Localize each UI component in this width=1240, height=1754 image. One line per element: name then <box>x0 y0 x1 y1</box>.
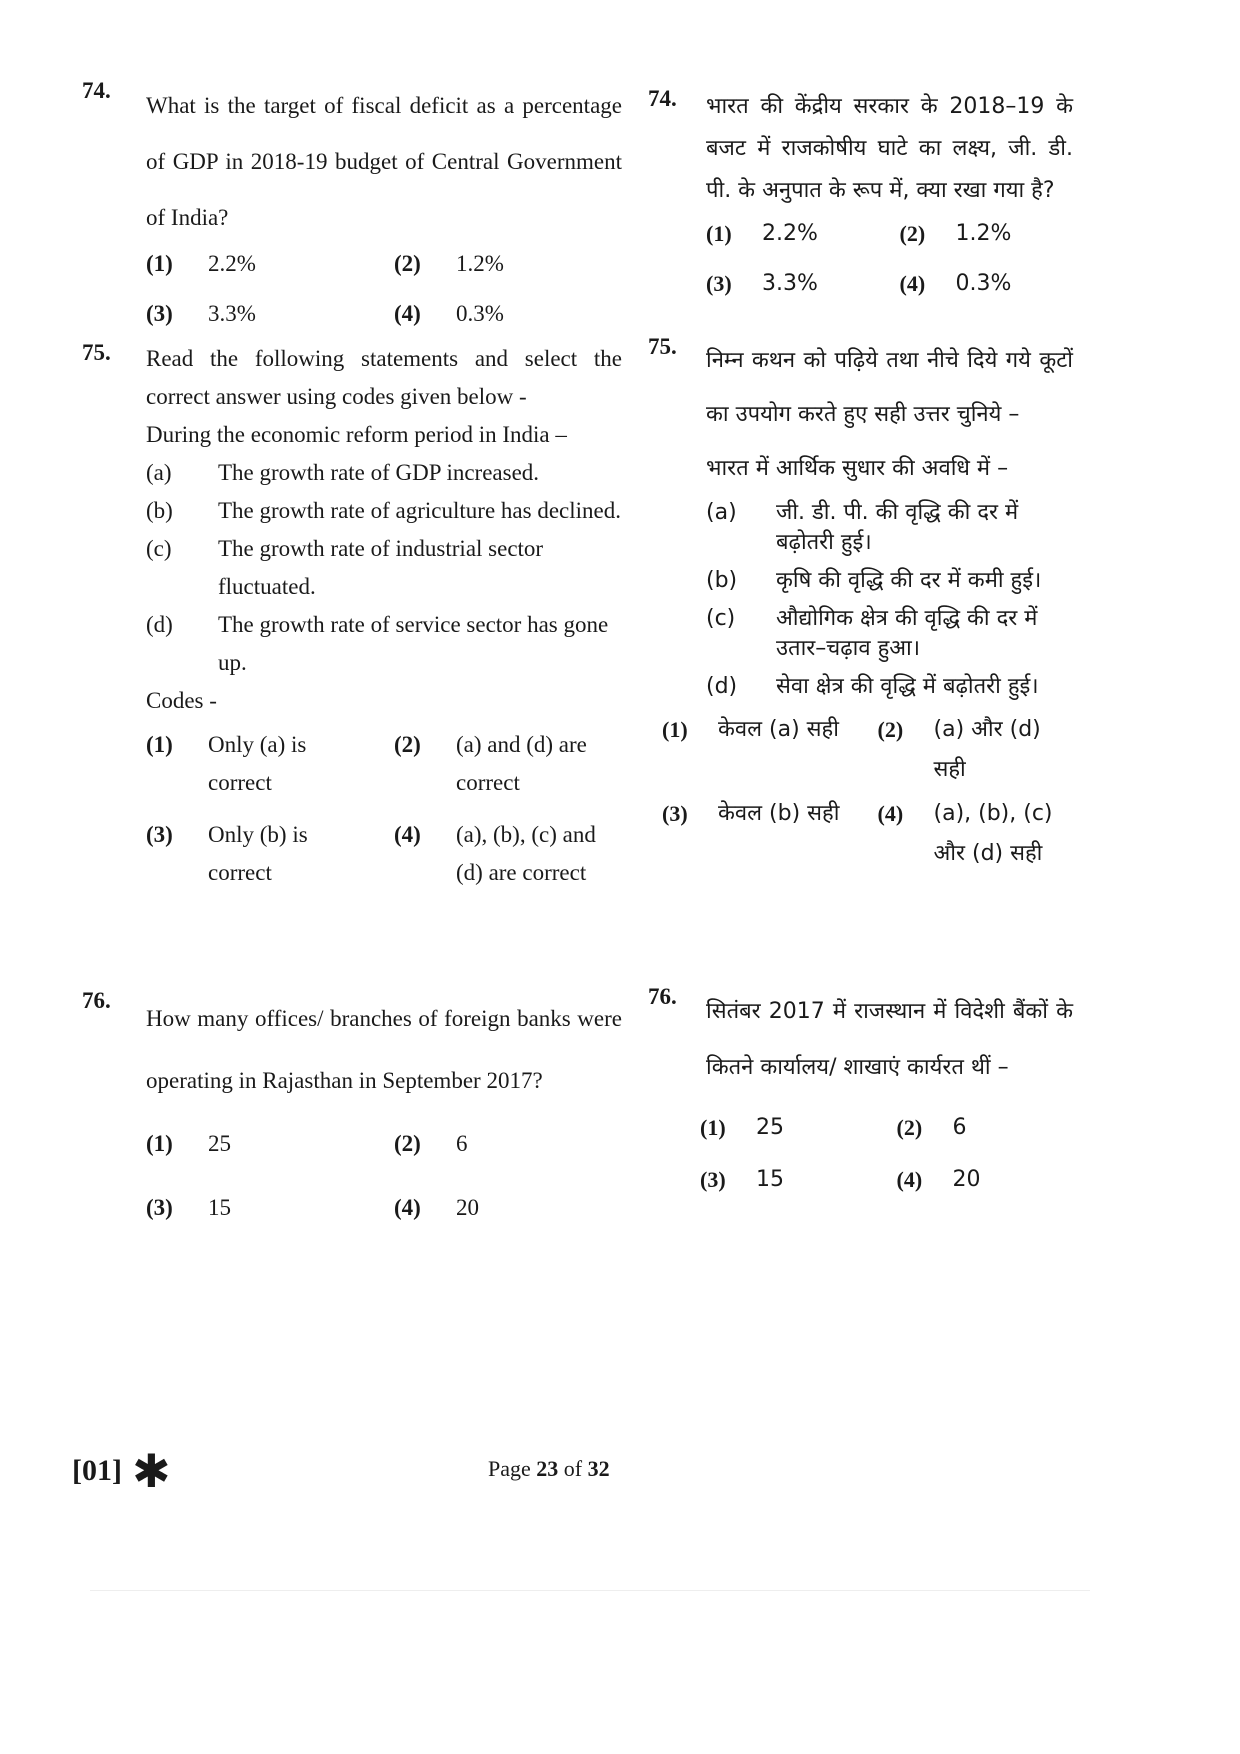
option-4[interactable] <box>394 300 622 328</box>
statement-a <box>146 454 622 492</box>
option-3[interactable] <box>146 300 374 328</box>
option-number: (4) <box>877 801 904 826</box>
question-75-hi <box>648 334 1073 998</box>
option-1[interactable] <box>146 726 374 802</box>
english-column <box>82 78 622 1222</box>
option-number: (3) <box>146 822 173 847</box>
paper-code-text: [01] <box>72 1454 122 1487</box>
option-text: 3.3% <box>762 271 818 296</box>
option-text: 25 <box>756 1115 784 1140</box>
hindi-column <box>648 86 1073 1194</box>
statement-text: सेवा क्षेत्र की वृद्धि में बढ़ोतरी हुई। <box>776 674 1039 699</box>
statement-label: (c) <box>146 536 172 561</box>
question-text: What is the target of fiscal deficit as a percentage of GDP in 2018-19 budget of Central Government of India? <box>146 93 622 230</box>
option-text: केवल (b) सही <box>718 801 840 826</box>
option-3[interactable] <box>146 1194 374 1222</box>
statement-c <box>146 530 622 606</box>
statement-text: जी. डी. पी. की वृद्धि की दर में बढ़ोतरी हुई। <box>776 500 1019 555</box>
statement-text: The growth rate of service sector has gone up. <box>218 612 609 675</box>
statement-text: The growth rate of industrial sector fluctuated. <box>218 536 544 599</box>
option-number: (1) <box>146 251 173 276</box>
option-number: (1) <box>146 1131 173 1156</box>
option-number: (3) <box>662 801 688 826</box>
option-text: (a) और (d) सही <box>933 717 1041 782</box>
question-74-hi <box>648 86 1073 348</box>
statement-c <box>706 604 1073 664</box>
option-text: (a), (b), (c) और (d) सही <box>933 801 1053 866</box>
option-number: (4) <box>899 271 926 296</box>
option-text: 25 <box>208 1131 231 1156</box>
option-4[interactable] <box>394 816 622 892</box>
option-number: (1) <box>662 717 688 742</box>
option-text: 2.2% <box>208 251 256 276</box>
question-number: 75. <box>648 334 677 359</box>
option-1[interactable] <box>700 1114 877 1142</box>
option-number: (4) <box>394 822 421 847</box>
scan-edge-line <box>90 1590 1090 1591</box>
question-intro: Read the following statements and select the correct answer using codes given below - <box>146 346 622 409</box>
statement-list <box>146 454 622 682</box>
question-intro: निम्न कथन को पढ़िये तथा नीचे दिये गये कूटों का उपयोग करते हुए सही उत्तर चुनिये – <box>706 348 1073 427</box>
option-number: (4) <box>394 301 421 326</box>
option-text: 2.2% <box>762 221 818 246</box>
codes-label: Codes - <box>146 688 217 713</box>
page-total: 32 <box>587 1456 610 1481</box>
option-text: 1.2% <box>955 221 1012 246</box>
statement-text: The growth rate of GDP increased. <box>218 460 540 485</box>
option-4[interactable] <box>878 794 1074 874</box>
option-2[interactable] <box>394 250 622 278</box>
question-75-en <box>82 340 622 1004</box>
option-2[interactable] <box>897 1114 1074 1142</box>
question-text: How many offices/ branches of foreign banks were operating in Rajasthan in September 2017? <box>146 1006 622 1093</box>
option-2[interactable] <box>878 710 1074 790</box>
statement-text: The growth rate of agriculture has declined. <box>218 498 621 523</box>
option-number: (1) <box>706 221 732 246</box>
statement-label: (b) <box>706 568 738 593</box>
page-current: 23 <box>536 1456 559 1481</box>
options <box>146 726 622 892</box>
option-1[interactable] <box>146 1130 374 1158</box>
option-text: 15 <box>756 1167 784 1192</box>
option-text: 3.3% <box>208 301 256 326</box>
option-3[interactable] <box>700 1166 877 1194</box>
statement-label: (c) <box>706 606 736 631</box>
option-text: (a), (b), (c) and (d) are correct <box>456 822 596 885</box>
asterisk-icon: ✱ <box>131 1444 171 1498</box>
question-76-hi <box>648 984 1073 1194</box>
question-context: During the economic reform period in India – <box>146 422 567 447</box>
option-number: (2) <box>394 251 421 276</box>
page-number <box>488 1456 610 1482</box>
statement-d <box>706 672 1073 702</box>
question-74-en <box>82 78 622 340</box>
question-number: 74. <box>648 86 677 111</box>
option-text: (a) and (d) are correct <box>456 732 587 795</box>
option-text: Only (b) is correct <box>208 822 308 885</box>
options <box>146 1130 622 1222</box>
option-number: (2) <box>877 717 904 742</box>
options <box>706 220 1073 298</box>
option-text: केवल (a) सही <box>718 717 839 742</box>
option-number: (1) <box>700 1115 726 1140</box>
option-3[interactable] <box>146 816 374 892</box>
option-4[interactable] <box>897 1166 1074 1194</box>
option-1[interactable] <box>706 220 880 248</box>
option-text: 1.2% <box>456 251 504 276</box>
option-number: (3) <box>146 1195 173 1220</box>
statement-text: कृषि की वृद्धि की दर में कमी हुई। <box>776 568 1042 593</box>
statement-b <box>146 492 622 530</box>
question-76-en <box>82 988 622 1222</box>
options <box>662 710 1073 874</box>
option-1[interactable] <box>662 710 858 790</box>
option-number: (3) <box>146 301 173 326</box>
option-1[interactable] <box>146 250 374 278</box>
statement-label: (b) <box>146 498 173 523</box>
option-text: 0.3% <box>456 301 504 326</box>
option-number: (2) <box>394 732 421 757</box>
option-2[interactable] <box>900 220 1074 248</box>
option-number: (2) <box>899 221 926 246</box>
option-text: Only (a) is correct <box>208 732 307 795</box>
question-number: 75. <box>82 340 111 365</box>
option-text: 0.3% <box>955 271 1012 296</box>
option-3[interactable] <box>706 270 880 298</box>
question-number: 76. <box>648 984 677 1009</box>
statement-list <box>706 498 1073 702</box>
option-text: 20 <box>952 1167 981 1192</box>
option-number: (2) <box>394 1131 421 1156</box>
option-number: (3) <box>700 1167 726 1192</box>
option-number: (4) <box>394 1195 421 1220</box>
option-number: (1) <box>146 732 173 757</box>
question-context: भारत में आर्थिक सुधार की अवधि में – <box>706 456 1009 481</box>
option-4[interactable] <box>900 270 1074 298</box>
paper-code <box>72 1444 171 1498</box>
statement-text: औद्योगिक क्षेत्र की वृद्धि की दर में उतार–चढ़ाव हुआ। <box>776 606 1038 661</box>
options <box>146 250 622 328</box>
option-2[interactable] <box>394 726 622 802</box>
option-text: 6 <box>952 1115 967 1140</box>
question-text: सितंबर 2017 में राजस्थान में विदेशी बैंकों के कितने कार्यालय/ शाखाएं कार्यरत थीं – <box>706 999 1073 1080</box>
statement-label: (d) <box>146 612 173 637</box>
statement-d <box>146 606 622 682</box>
page-prefix: Page <box>488 1456 531 1481</box>
statement-b <box>706 566 1073 596</box>
option-text: 15 <box>208 1195 231 1220</box>
question-number: 76. <box>82 988 111 1013</box>
option-4[interactable] <box>394 1194 622 1222</box>
statement-label: (d) <box>706 674 738 699</box>
option-number: (4) <box>896 1167 923 1192</box>
option-3[interactable] <box>662 794 858 874</box>
options <box>700 1114 1073 1194</box>
question-text: भारत की केंद्रीय सरकार के 2018–19 के बजट में राजकोषीय घाटे का लक्ष्य, जी. डी. पी. के अनुपात के रूप में, क्या रखा गया है? <box>706 94 1073 203</box>
statement-a <box>706 498 1073 558</box>
option-text: 20 <box>456 1195 479 1220</box>
page-of: of <box>563 1456 583 1481</box>
option-2[interactable] <box>394 1130 622 1158</box>
option-text: 6 <box>456 1131 468 1156</box>
option-number: (2) <box>896 1115 923 1140</box>
option-number: (3) <box>706 271 732 296</box>
question-number: 74. <box>82 78 111 103</box>
statement-label: (a) <box>706 500 737 525</box>
statement-label: (a) <box>146 460 172 485</box>
